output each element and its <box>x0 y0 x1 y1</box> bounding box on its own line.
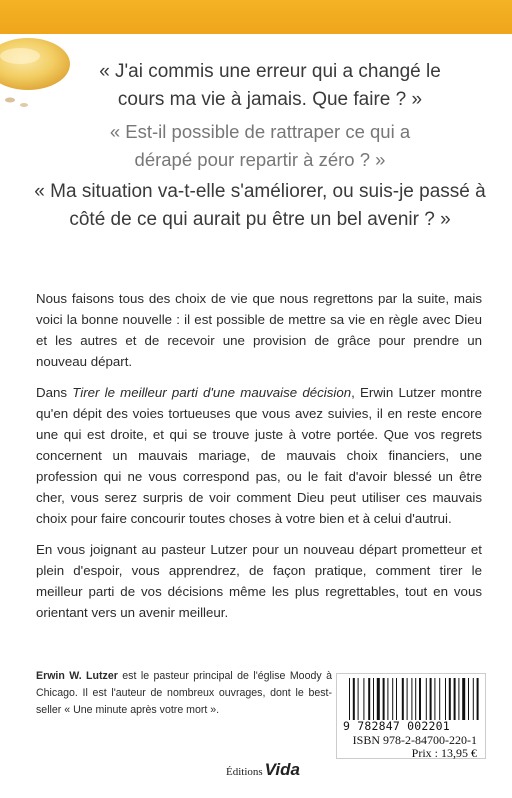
author-bio-text: est le pasteur principal de l'église Moody à Chicago. Il est l'auteur de nombreux ouvrages, dont le best-seller « Une minute après votre mort ». <box>36 670 332 716</box>
book-title: Tirer le meilleur parti d'une mauvaise décision <box>72 385 352 400</box>
isbn: ISBN 978-2-84700-220-1 <box>352 733 477 747</box>
bread-image <box>0 30 70 110</box>
quote-2: « Est-il possible de rattraper ce qui a dérapé pour repartir à zéro ? » <box>109 121 411 170</box>
publisher-name: Vida <box>264 760 300 779</box>
top-color-band <box>0 0 512 34</box>
barcode-icon <box>347 678 479 720</box>
paragraph-2 <box>36 382 482 529</box>
quote-3: « Ma situation va-t-elle s'améliorer, ou suis-je passé à côté de ce qui aurait pu être un bel avenir ? » <box>34 181 486 230</box>
description <box>36 288 482 633</box>
barcode-box <box>336 673 486 759</box>
paragraph-3: En vous joignant au pasteur Lutzer pour un nouveau départ prometteur et plein d'espoir, vous apprendrez, de façon pratique, comment tirer le meilleur parti de vos décisions même les plus regrettables, tout en vous orientant vers un avenir meilleur. <box>36 542 482 620</box>
author-bio <box>36 668 332 719</box>
price: Prix : 13,95 € <box>411 746 477 760</box>
barcode-digits: 9 782847 002201 <box>343 719 450 733</box>
paragraph-2-prefix: Dans <box>36 385 73 400</box>
publisher-logo <box>226 760 300 786</box>
quote-1: « J'ai commis une erreur qui a changé le cours ma vie à jamais. Que faire ? » <box>99 61 441 110</box>
paragraph-1: Nous faisons tous des choix de vie que nous regrettons par la suite, mais voici la bonne nouvelle : il est possible de mettre sa vie en règle avec Dieu et les autres et de recevoir une provision de grâce pour prendre un nouveau départ. <box>36 291 482 369</box>
author-name: Erwin W. Lutzer <box>36 670 118 682</box>
publisher-prefix: Éditions <box>226 766 263 778</box>
paragraph-2-rest: , Erwin Lutzer montre qu'en dépit des voies tortueuses que vous avez suivies, il en reste encore une qui est droite, et qui se trouve juste à votre portée. Que vos regrets concernent un mauvais mariage, de mauvais choix financiers, une profession qui ne vous correspond pas, ou le fait d'avoir blessé un être cher, vous serez surpris de voir comment Dieu peut utiliser ces mauvais choix pour faire concourir toutes choses à votre bien et à celui d'autrui. <box>36 385 482 526</box>
